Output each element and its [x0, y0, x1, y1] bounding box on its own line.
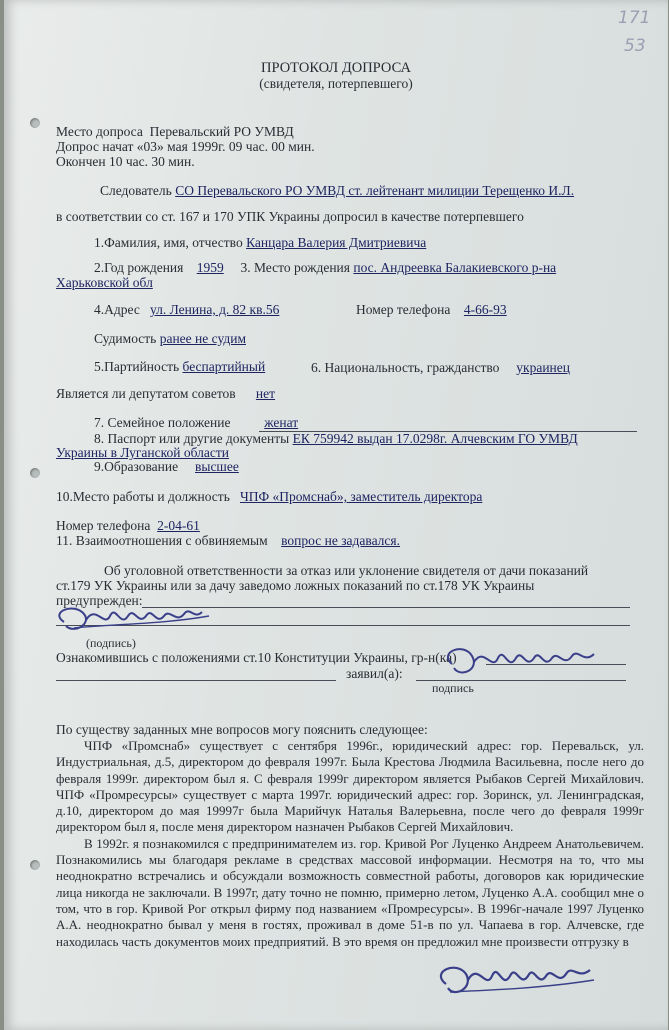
- place-line: [56, 124, 294, 140]
- field-party: [94, 359, 265, 375]
- testimony-body: [56, 738, 644, 950]
- field-marital: [94, 415, 298, 431]
- start-time: Допрос начат «03» мая 1999г. 09 час. 00 мин.: [56, 139, 315, 154]
- constitution-line: Ознакомившись с положениями ст.10 Конституции Украины, гр-н(ка): [56, 650, 457, 665]
- field-record: [94, 331, 246, 347]
- signature-image: [434, 638, 604, 688]
- warning-line-1: Об уголовной ответственности за отказ или уклонение свидетеля от дачи показаний: [104, 563, 589, 578]
- end-time: Окончен 10 час. 30 мин.: [56, 154, 195, 169]
- field-address: [94, 302, 279, 318]
- field-address-value: ул. Ленина, д. 82 кв.56: [149, 302, 280, 317]
- field-nationality-value: украинец: [516, 360, 570, 375]
- testimony-intro: По существу заданных мне вопросов могу пояснить следующее:: [56, 722, 428, 737]
- warning-line-2: ст.179 УК Украины или за дачу заведомо ложных показаний по ст.178 УК Украины: [56, 578, 535, 593]
- field-phone: [356, 302, 507, 318]
- field-phone-label: Номер телефона: [356, 302, 451, 317]
- binding-hole: [30, 118, 40, 128]
- page-subtitle: (свидетеля, потерпевшего): [259, 76, 413, 91]
- field-passport-label: 8. Паспорт или другие документы: [94, 431, 290, 446]
- field-birth-label: 2.Год рождения: [94, 260, 184, 275]
- field-relation: [56, 533, 400, 549]
- field-education-value: высшее: [195, 459, 239, 474]
- field-marital-label: 7. Семейное положение: [94, 415, 231, 430]
- field-work-phone: [56, 518, 200, 534]
- field-deputy-label: Является ли депутатом советов: [56, 386, 236, 401]
- field-workplace-label: 10.Место работы и должность: [56, 489, 230, 504]
- signature-caption: (подпись): [86, 636, 136, 650]
- investigator-value: СО Перевальского РО УМВД ст. лейтенант милиции Терещенко И.Л.: [175, 183, 575, 198]
- field-birth-value: 1959: [196, 260, 224, 275]
- warning-line-3: предупрежден:: [56, 593, 143, 608]
- testimony-paragraph: В 1992г. я познакомился с предпринимателем из. гор. Кривой Рог Луценко Андреем Анатольевичем. Познакомились мы благодаря рекламе в средствах массовой информации. Несмотря на то, что мы неоднократно встречались и обсуждали возможность совместной работы, договоров как юридические лица никогда не заключали. В 1997г, дату точно не помню, примерно летом, Луценко А.А. сообщил мне о том, что в гор. Кривой Рог открыл фирму под названием «Промресурсы». В 1996г-начале 1997 Луценко А.А. неоднократно бывал у меня в гостях, проживал в доме 51-в по ул. Чапаева в гор. Алчевске, где находилась часть документов моих предприятий. В это время он предложил мне произвести отгрузку в: [56, 835, 644, 949]
- field-address-label: 4.Адрес: [94, 302, 140, 317]
- binding-hole: [30, 468, 40, 478]
- field-passport-value: ЕК 759942 выдан 17.0298г. Алчевским ГО УМВД: [292, 431, 578, 446]
- field-passport-value-2: Украины в Луганской области: [56, 445, 229, 460]
- field-record-label: Судимость: [94, 331, 157, 346]
- pencil-page-number: 53: [624, 36, 646, 56]
- field-party-value: беспартийный: [182, 359, 266, 374]
- signature-image: [424, 950, 604, 1010]
- testimony-paragraph: ЧПФ «Промснаб» существует с сентября 1996г., юридический адрес: гор. Перевальск, ул. Индустриальная, д.5, директором до февраля 1997г. Была Крестова Людмила Васильевна, после него до февраля 1999г. директором был я. С февраля 1999г директором является Рыбаков Сергей Михайлович. ЧПФ «Промресурсы» существует с марта 1997г. юридический адрес: гор. Зоринск, ул. Ленинградская, д.10, директором до мая 19997г была Марийчук Наталья Валерьевна, после чего до февраля 1999г директором был я, после меня директором назначен Рыбаков Сергей Михайлович.: [56, 738, 644, 835]
- field-nationality: [311, 360, 570, 376]
- field-name: [94, 235, 426, 251]
- declared-label: заявил(а):: [346, 666, 403, 681]
- field-workplace: [56, 489, 482, 505]
- field-relation-label: 11. Взаимоотношения с обвиняемым: [56, 533, 268, 548]
- field-party-label: 5.Партийность: [94, 359, 180, 374]
- field-nationality-label: 6. Национальность, гражданство: [311, 360, 500, 375]
- legal-basis: в соответствии со ст. 167 и 170 УПК Украины допросил в качестве потерпевшего: [56, 209, 524, 224]
- underline: [56, 680, 336, 681]
- protocol-page: [4, 0, 668, 1030]
- field-record-value: ранее не судим: [159, 331, 246, 346]
- field-birthplace-value-2: Харьковской обл: [56, 275, 153, 290]
- field-phone-value: 4-66-93: [463, 302, 507, 317]
- field-work-phone-value: 2-04-61: [157, 518, 200, 533]
- page-title: ПРОТОКОЛ ДОПРОСА: [261, 60, 411, 76]
- investigator-line: [100, 183, 574, 199]
- field-deputy: [56, 386, 275, 402]
- binding-hole: [30, 860, 40, 870]
- investigator-label: Следователь: [100, 183, 172, 198]
- field-birthplace-value: пос. Андреевка Балакиевского р-на: [353, 260, 557, 275]
- field-name-value: Канцара Валерия Дмитриевича: [246, 235, 427, 250]
- place-value: Перевальский РО УМВД: [149, 124, 294, 139]
- place-label: Место допроса: [56, 124, 143, 139]
- field-relation-value: вопрос не задавался.: [281, 533, 400, 548]
- pencil-page-number: 171: [618, 8, 651, 28]
- field-education-label: 9.Образование: [94, 459, 179, 474]
- field-workplace-value: ЧПФ «Промснаб», заместитель директора: [239, 489, 483, 504]
- field-marital-value: женат: [264, 415, 299, 430]
- field-work-phone-label: Номер телефона: [56, 518, 151, 533]
- field-education: [94, 459, 239, 475]
- field-deputy-value: нет: [255, 386, 276, 401]
- signature-caption-2: подпись: [432, 681, 474, 695]
- field-name-label: 1.Фамилия, имя, отчество: [94, 235, 243, 250]
- field-birthplace-label: 3. Место рождения: [240, 260, 350, 275]
- field-birth: [94, 260, 556, 276]
